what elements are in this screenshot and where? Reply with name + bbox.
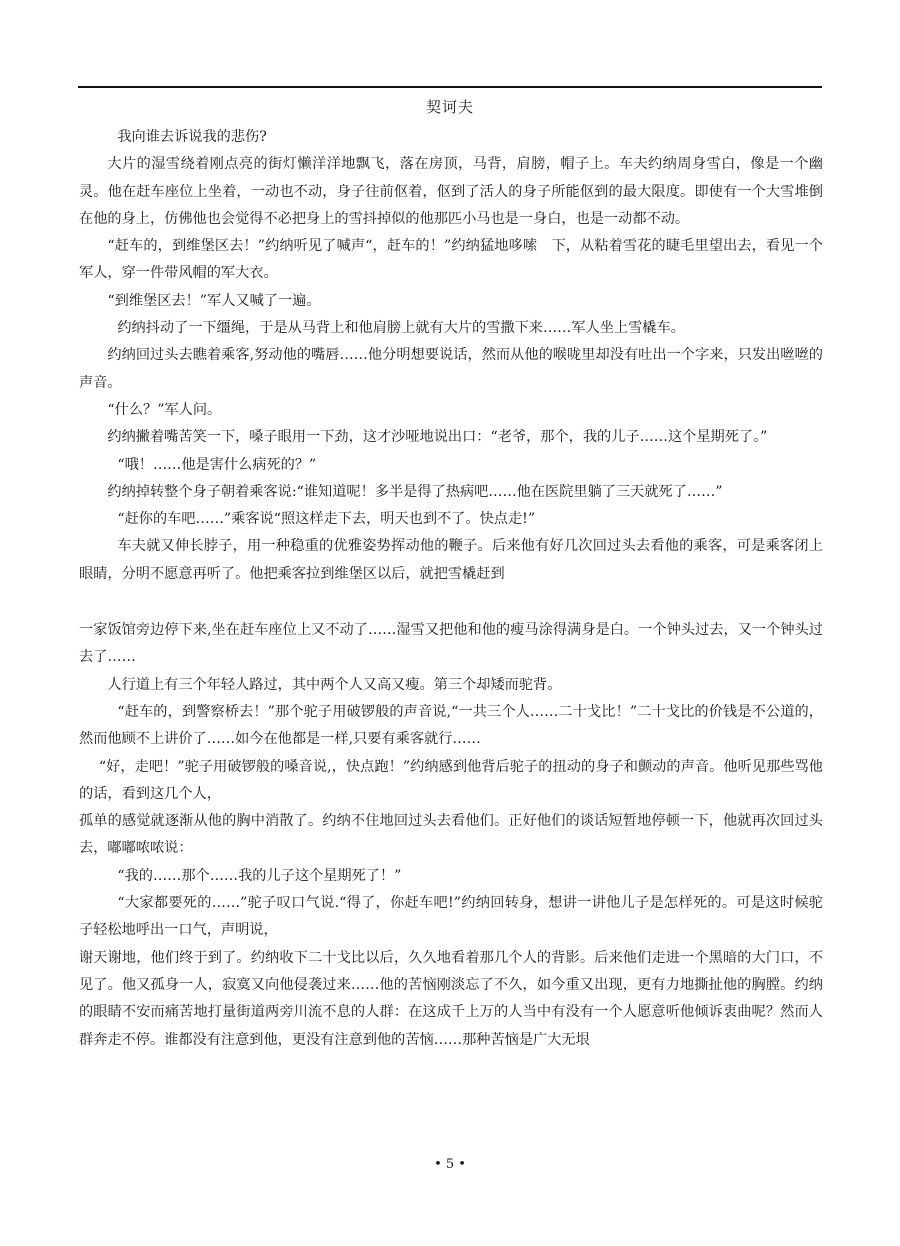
header-rule (78, 86, 822, 88)
paragraph: 人行道上有三个年轻人路过，其中两个人又高又瘦。第三个却矮而驼背。 (107, 676, 562, 693)
paragraph: “大家都要死的……”驼子叹口气说.“得了，你赶车吧!”约纳回转身，想讲一讲他儿子是怎样死的。可是这时候驼子轻松地呼出一口气，声明说， (79, 895, 823, 939)
paragraph: “什么？”军人问。 (107, 401, 222, 418)
paragraph: “赶你的车吧……”乘客说“照这样走下去，明天也到不了。快点走!” (117, 511, 536, 528)
paragraph: “赶车的，到警察桥去！”那个驼子用破锣般的声音说,“一共三个人……二十戈比！”二十戈比的价钱是不公道的，然而他顾不上讲价了……如今在他都是一样,只要有乘客就行…… (79, 703, 823, 748)
paragraph: 大片的湿雪绕着刚点亮的街灯懒洋洋地飘飞，落在房顶，马背，肩膀，帽子上。车夫约纳周身雪白，像是一个幽灵。他在赶车座位上坐着，一动也不动，身子往前伛着，伛到了活人的身子所能伛到的最大限度。即使有一个大雪堆倒在他的身上，仿佛他也会觉得不必把身上的雪抖掉似的他那匹小马也是一身白，也是一动都不动。 (79, 156, 823, 227)
article-body (79, 124, 823, 1054)
paragraph: 车夫就又伸长脖子，用一种稳重的优雅姿势挥动他的鞭子。后来他有好几次回过头去看他的乘客，可是乘客闭上眼睛，分明不愿意再听了。他把乘客拉到维堡区以后，就把雪橇赶到 (79, 538, 823, 582)
article-title: 我向谁去诉说我的悲伤? (117, 129, 267, 145)
page-number: • 5 • (434, 1157, 466, 1172)
paragraph: 约纳回过头去瞧着乘客,努动他的嘴唇……他分明想要说话，然而从他的喉咙里却没有吐出一个字来，只发出咝咝的声音。 (79, 347, 823, 391)
paragraph: 约纳撇着嘴苦笑一下，嗓子眼用一下劲，这才沙哑地说出口：“老爷，那个，我的儿子……这个星期死了。” (107, 429, 768, 446)
paragraph: 谢天谢地，他们终于到了。约纳收下二十戈比以后，久久地看着那几个人的背影。后来他们走进一个黑暗的大门口，不见了。他又孤身一人，寂寞又向他侵袭过来……他的苦恼刚淡忘了不久，如今重又出现，更有力地撕扯他的胸膛。约纳的眼睛不安而痛苦地打量街道两旁川流不息的人群：在这成千上万的人当中有没有一个人愿意听他倾诉衷曲呢？然而人群奔走不停。谁都没有注意到他，更没有注意到他的苦恼……那种苦恼是广大无垠 (79, 949, 823, 1048)
paragraph: 一家饭馆旁边停下来,坐在赶车座位上又不动了……湿雪又把他和他的瘦马涂得满身是白。一个钟头过去，又一个钟头过去了…… (79, 622, 823, 666)
paragraph: “我的……那个……我的儿子这个星期死了！” (117, 867, 402, 884)
paragraph: 孤单的感觉就逐渐从他的胸中消散了。约纳不住地回过头去看他们。正好他们的谈话短暂地停顿一下，他就再次回过头去，嘟嘟哝哝说： (79, 813, 823, 857)
paragraph: “哦！……他是害什么病死的？” (117, 456, 317, 473)
paragraph: “到维堡区去！”军人又喊了一遍。 (107, 292, 321, 309)
author-name: 契诃夫 (425, 98, 474, 116)
paragraph: “好，走吧！”驼子用破锣般的嗓音说,，快点跑！”约纳感到他背后驼子的扭动的身子和颤动的声音。他听见那些骂他的话，看到这几个人， (79, 758, 823, 802)
paragraph: “赶车的，到维堡区去！”约纳听见了喊声“，赶车的！”约纳猛地哆嗦 下，从粘着雪花的睫毛里望出去，看见一个军人，穿一件带风帽的军大衣。 (79, 238, 823, 282)
paragraph: 约纳抖动了一下缰绳，于是从马背上和他肩膀上就有大片的雪撒下来……军人坐上雪橇车。 (117, 320, 685, 337)
paragraph: 约纳掉转整个身子朝着乘客说:“谁知道呢！多半是得了热病吧……他在医院里躺了三天就死了……” (107, 483, 723, 500)
